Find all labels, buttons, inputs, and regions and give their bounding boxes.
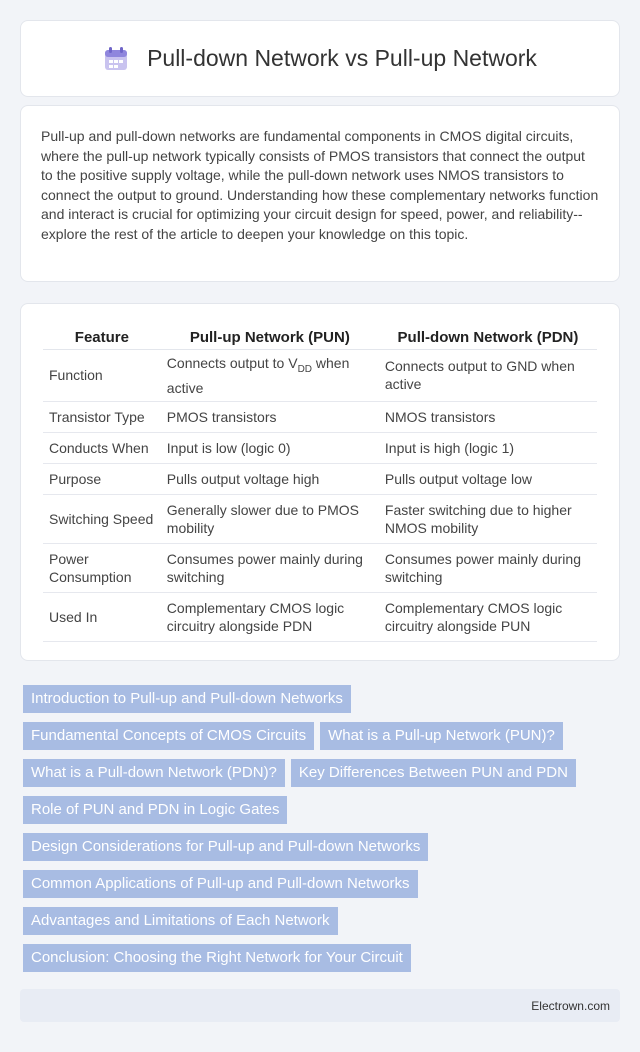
page-title: Pull-down Network vs Pull-up Network — [147, 45, 537, 71]
comparison-table — [43, 322, 597, 642]
table-row — [43, 350, 597, 402]
table-cell-pun: Complementary CMOS logic circuitry alongside PDN — [161, 593, 379, 642]
link-role-in-logic-gates[interactable]: Role of PUN and PDN in Logic Gates — [23, 796, 287, 824]
table-cell-pdn: Complementary CMOS logic circuitry alongside PUN — [379, 593, 597, 642]
table-cell-pun: Connects output to $V_{DD}$ when active — [161, 350, 379, 402]
link-what-is-pdn[interactable]: What is a Pull-down Network (PDN)? — [23, 759, 285, 787]
table-cell-pdn: NMOS transistors — [379, 402, 597, 433]
table-cell-feature: Switching Speed — [43, 495, 161, 544]
link-what-is-pun[interactable]: What is a Pull-up Network (PUN)? — [320, 722, 563, 750]
table-header-pun: Pull-up Network (PUN) — [161, 322, 379, 350]
table-cell-feature: Used In — [43, 593, 161, 642]
link-common-applications[interactable]: Common Applications of Pull-up and Pull-down Networks — [23, 870, 418, 898]
table-header-feature: Feature — [43, 322, 161, 350]
link-advantages-limitations[interactable]: Advantages and Limitations of Each Network — [23, 907, 338, 935]
link-key-differences[interactable]: Key Differences Between PUN and PDN — [291, 759, 576, 787]
footer — [20, 989, 620, 1022]
table-row — [43, 464, 597, 495]
intro-text: Pull-up and pull-down networks are fundamental components in CMOS digital circuits, where the pull-up network typically consists of PMOS transistors that connect the output to the positive supply voltage, while the pull-down network uses NMOS transistors to connect the output to ground. Understanding how these complementary networks function and interact is crucial for optimizing your circuit design for speed, power, and reliability--explore the rest of the article to deepen your knowledge on this topic. — [41, 128, 599, 242]
table-cell-pun: Generally slower due to PMOS mobility — [161, 495, 379, 544]
footer-site-name[interactable]: Electrown.com — [531, 998, 610, 1013]
table-cell-pdn: Input is high (logic 1) — [379, 433, 597, 464]
table-cell-feature: Purpose — [43, 464, 161, 495]
table-cell-pdn: Faster switching due to higher NMOS mobility — [379, 495, 597, 544]
calendar-icon — [103, 46, 129, 72]
link-introduction[interactable]: Introduction to Pull-up and Pull-down Networks — [23, 685, 351, 713]
table-cell-pdn: Connects output to GND when active — [379, 350, 597, 402]
link-design-considerations[interactable]: Design Considerations for Pull-up and Pull-down Networks — [23, 833, 428, 861]
table-cell-pun: Consumes power mainly during switching — [161, 544, 379, 593]
table-row — [43, 495, 597, 544]
header-card — [20, 20, 620, 97]
table-cell-feature: Power Consumption — [43, 544, 161, 593]
table-cell-pdn: Consumes power mainly during switching — [379, 544, 597, 593]
table-row — [43, 593, 597, 642]
table-cell-pun: Pulls output voltage high — [161, 464, 379, 495]
table-header-row — [43, 322, 597, 350]
link-fundamental-concepts[interactable]: Fundamental Concepts of CMOS Circuits — [23, 722, 314, 750]
table-row — [43, 433, 597, 464]
table-cell-feature: Function — [43, 350, 161, 402]
table-row — [43, 402, 597, 433]
intro-card — [20, 105, 620, 282]
link-conclusion[interactable]: Conclusion: Choosing the Right Network for Your Circuit — [23, 944, 411, 972]
article-links — [23, 685, 623, 981]
table-cell-pun: Input is low (logic 0) — [161, 433, 379, 464]
table-cell-feature: Transistor Type — [43, 402, 161, 433]
table-header-pdn: Pull-down Network (PDN) — [379, 322, 597, 350]
table-cell-feature: Conducts When — [43, 433, 161, 464]
table-cell-pdn: Pulls output voltage low — [379, 464, 597, 495]
table-row — [43, 544, 597, 593]
comparison-table-card — [20, 303, 620, 661]
table-cell-pun: PMOS transistors — [161, 402, 379, 433]
